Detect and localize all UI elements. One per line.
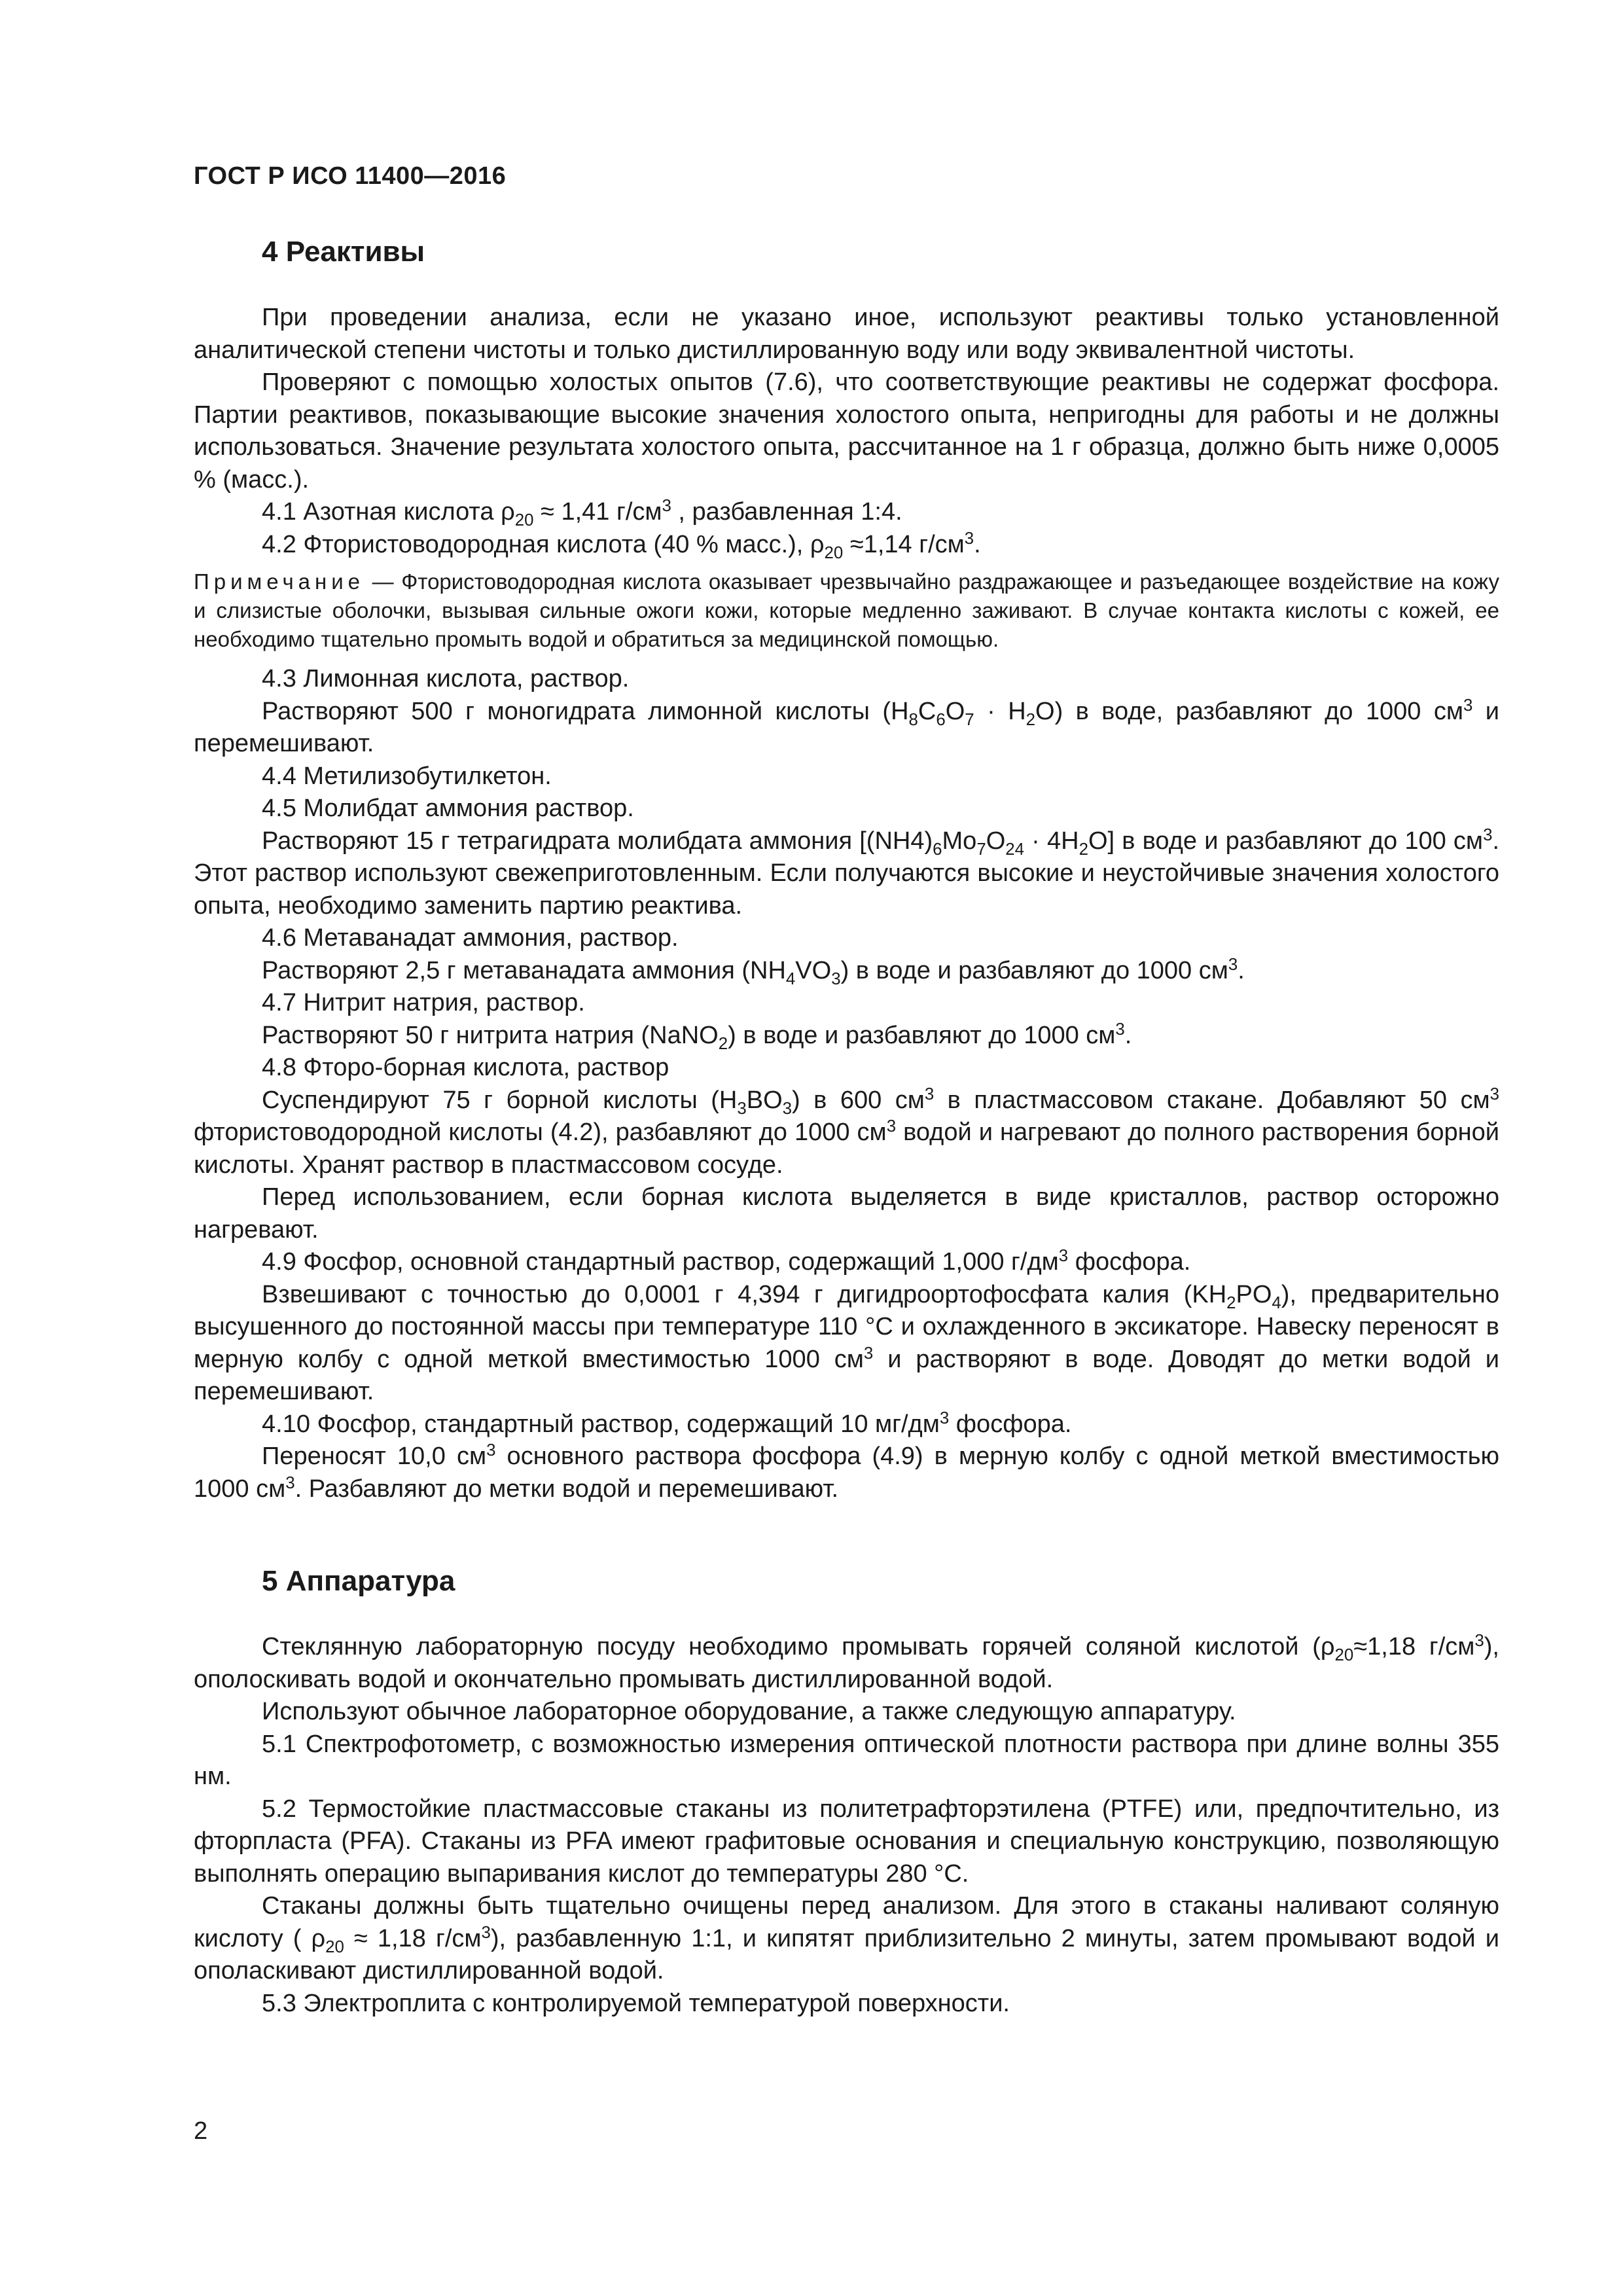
paragraph: Растворяют 500 г моногидрата лимонной кислоты $(H_8C_6O_7 \cdot H_2O)$ в воде, разбавляют до 1000 $см^3$ и перемешивают. [194,696,1499,757]
item-4-10: 4.10 Фосфор, стандартный раствор, содержащий 10 $мг/дм^3$ фосфора. [262,1408,1072,1438]
item-4-7: 4.7 Нитрит натрия, раствор. [262,989,585,1016]
paragraph: Перед использованием, если борная кислота выделяется в виде кристаллов, раствор осторожно нагревают. [194,1183,1499,1244]
item-4-1: 4.1 Азотная кислота $\rho_{20} \approx 1,41$ $г/см^3$ , разбавленная 1:4. [262,497,902,530]
item-5-1: 5.1 Спектрофотометр, с возможностью измерения оптической плотности раствора при длине волны 355 нм. [194,1730,1499,1790]
item-4-6: 4.6 Метаванадат аммония, раствор. [262,924,679,952]
item-4-9: 4.9 Фосфор, основной стандартный раствор, содержащий 1,000 $г/дм^3$ фосфора. [262,1247,1191,1276]
item-4-2: 4.2 Фтористоводородная кислота (40 % масс.), $\rho_{20} \approx 1,14$ $г/см^3$. [262,529,981,562]
paragraph: Взвешивают с точностью до 0,0001 г 4,394 г дигидроортофосфата калия $(KH_2PO_4)$, предварительно высушенного до постоянной массы при температуре 110 °C и охлажденного в эксикаторе. Навеску переносят в мерную колбу с одной меткой вместимостью 1000 $см^3$ и растворяют в воде. Доводят до метки водой и перемешивают. [194,1280,1499,1405]
document-header: ГОСТ Р ИСО 11400—2016 [194,162,507,190]
paragraph: Суспендируют 75 г борной кислоты $(H_3BO_3)$ в 600 $см^3$ в пластмассовом стакане. Добавляют 50 $см^3$ фтористоводородной кислоты (4.2), разбавляют до 1000 $см^3$ водой и нагревают до полного растворения борной кислоты. Хранят раствор в пластмассовом сосуде. [194,1085,1499,1179]
paragraph: Стаканы должны быть тщательно очищены перед анализом. Для этого в стаканы наливают соляную кислоту ( $\rho_{20} \approx 1,18$ $г/см^3$), разбавленную 1:1, и кипятят приблизительно 2 минуты, затем промывают водой и ополаскивают дистиллированной водой. [194,1892,1499,1984]
paragraph: Стеклянную лабораторную посуду необходимо промывать горячей соляной кислотой ($\rho_{20}\approx 1,18$ $г/см^3$), ополоскивать водой и окончательно промывать дистиллированной водой. [194,1632,1499,1693]
paragraph: Растворяют 15 г тетрагидрата молибдата аммония $[(NH4)_6Mo_7O_{24} \cdot 4H_2O]$ в воде и разбавляют до 100 $см^3$. Этот раствор используют свежеприготовленным. Если получаются высокие и неустойчивые значения холостого опыта, необходимо заменить партию реактива. [194,825,1499,920]
paragraph: При проведении анализа, если не указано иное, используют реактивы только установленной аналитической степени чистоты и только дистиллированную воду или воду эквивалентной чистоты. [194,304,1499,364]
section-5-apparatus [194,1562,1499,2020]
item-4-4: 4.4 Метилизобутилкетон. [262,762,552,790]
paragraph: Растворяют 2,5 г метаванадата аммония $(NH_4VO_3)$ в воде и разбавляют до 1000 $см^3$. [262,955,1245,988]
item-4-8: 4.8 Фторо-борная кислота, раствор [262,1054,669,1081]
page-number: 2 [194,2117,208,2145]
section-title: 4 Реактивы [262,236,425,268]
item-4-5: 4.5 Молибдат аммония раствор. [262,795,634,822]
paragraph: Переносят 10,0 $см^3$ основного раствора фосфора (4.9) в мерную колбу с одной меткой вместимостью 1000 $см^3$. Разбавляют до метки водой и перемешивают. [194,1441,1499,1503]
page-content [194,232,1499,2020]
item-5-3: 5.3 Электроплита с контролируемой температурой поверхности. [262,1989,1010,2017]
paragraph: Проверяют с помощью холостых опытов (7.6), что соответствующие реактивы не содержат фосфора. Партии реактивов, показывающие высокие значения холостого опыта, непригодны для работы и не должны использоваться. Значение результата холостого опыта, рассчитанное на 1 г образца, должно быть ниже 0,0005 % (масс.). [194,368,1499,493]
paragraph: Растворяют 50 г нитрита натрия (NaNO$_2$) в воде и разбавляют до 1000 $см^3$. [262,1020,1132,1053]
item-5-2: 5.2 Термостойкие пластмассовые стаканы из политетрафторэтилена (PTFE) или, предпочтительно, из фторпласта (PFA). Стаканы из PFA имеют графитовые основания и специальную конструкцию, позволяющую выполнять операцию выпаривания кислот до температуры 280 °C. [194,1795,1499,1888]
section-4-reagents [194,232,1499,1505]
section-title: 5 Аппаратура [262,1565,455,1597]
note: Примечание — Фтористоводородная кислота оказывает чрезвычайно раздражающее и разъедающее воздействие на кожу и слизистые оболочки, вызывая сильные ожоги кожи, которые медленно заживают. В случае контакта кислоты с кожей, ее необходимо тщательно промыть водой и обратиться за медицинской помощью. [194,569,1499,651]
paragraph: Используют обычное лабораторное оборудование, а также следующую аппаратуру. [262,1698,1236,1725]
item-4-3: 4.3 Лимонная кислота, раствор. [262,665,630,692]
